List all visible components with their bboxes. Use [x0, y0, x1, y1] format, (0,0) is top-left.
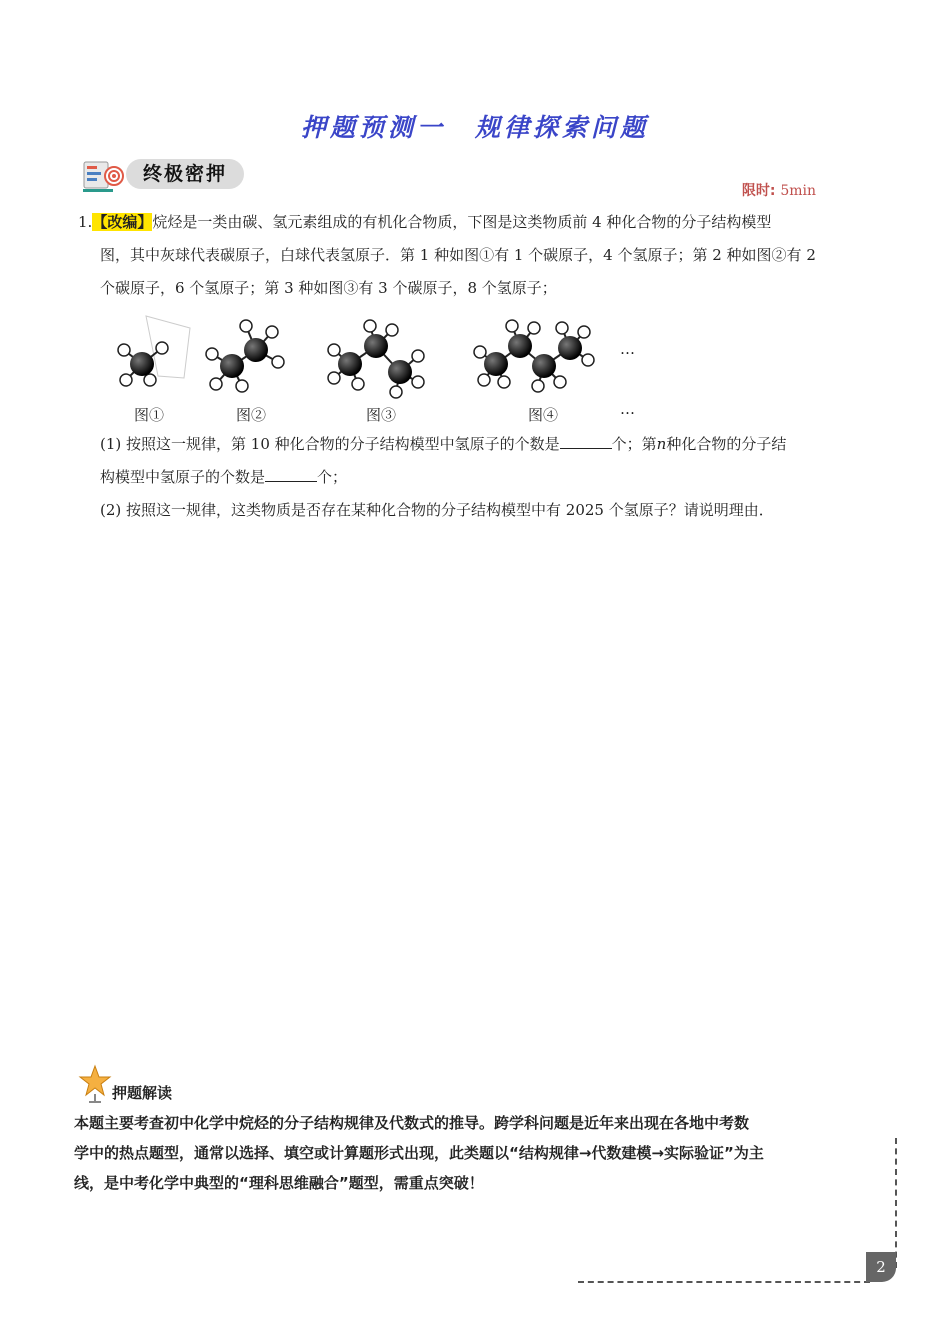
- subq1-var-n: n: [656, 435, 667, 453]
- time-limit-label: 限时:: [741, 183, 776, 199]
- time-limit: [742, 180, 816, 200]
- figure-label-4: 图④: [528, 406, 559, 424]
- dashed-border-vertical: [895, 1138, 897, 1268]
- subq1-text-c: 种化合物的分子结: [666, 435, 787, 453]
- figure-label-2: 图②: [236, 406, 267, 424]
- subquestion-1: [100, 428, 886, 494]
- question-line-3: 个碳原子，6 个氢原子；第 3 种如图③有 3 个碳原子，8 个氢原子；: [100, 279, 557, 297]
- answer-blank-2: [265, 467, 317, 482]
- figure-label-3: 图③: [366, 406, 397, 424]
- banner-label: 终极密押: [126, 159, 244, 189]
- time-limit-value: 5min: [780, 183, 816, 199]
- analysis-body: [74, 1108, 874, 1198]
- question-line-2: 图，其中灰球代表碳原子，白球代表氢原子．第 1 种如图①有 1 个碳原子，4 个氢原子；第 2 种如图②有 2: [100, 246, 816, 264]
- question-line-1: 烷烃是一类由碳、氢元素组成的有机化合物质，下图是这类物质前 4 种化合物的分子结构模型: [152, 213, 772, 231]
- subq1-text-e: 个；: [317, 468, 348, 486]
- page-title: 押题预测一 规律探索问题: [300, 113, 649, 142]
- analysis-line-3: 线，是中考化学中典型的“理科思维融合”题型，需重点突破！: [74, 1174, 484, 1192]
- question-number: 1.: [78, 213, 93, 231]
- ellipsis-top: …: [620, 340, 635, 358]
- star-icon: [78, 1064, 112, 1104]
- subq1-text-b: 个；第: [611, 435, 657, 453]
- question-tag: 【改编】: [92, 213, 153, 231]
- analysis-line-2: 学中的热点题型，通常以选择、填空或计算题形式出现，此类题以“结构规律→代数建模→实际验证”为主: [74, 1144, 764, 1162]
- question-1: [78, 206, 886, 305]
- section-banner: [82, 156, 250, 196]
- molecule-3: [328, 320, 424, 398]
- dashed-border-horizontal: [578, 1281, 870, 1283]
- molecule-4: [474, 320, 594, 392]
- analysis-line-1: 本题主要考查初中化学中烷烃的分子结构规律及代数式的推导。跨学科问题是近年来出现在各地中考数: [74, 1114, 750, 1132]
- molecule-2: [206, 320, 284, 392]
- page-number: 2: [866, 1252, 896, 1282]
- ellipsis-bottom: …: [620, 400, 635, 418]
- molecule-figures: [100, 312, 660, 430]
- subq1-text-a: (1) 按照这一规律，第 10 种化合物的分子结构模型中氢原子的个数是: [100, 435, 560, 453]
- analysis-title: 押题解读: [112, 1084, 173, 1102]
- target-icon: [82, 158, 126, 194]
- answer-blank-1: [560, 434, 612, 449]
- figure-label-1: 图①: [134, 406, 165, 424]
- subq1-text-d: 构模型中氢原子的个数是: [100, 468, 266, 486]
- molecule-1: [118, 316, 190, 386]
- analysis-heading: [78, 1064, 278, 1104]
- subquestion-2: (2) 按照这一规律，这类物质是否存在某种化合物的分子结构模型中有 2025 个氢原子？请说明理由．: [100, 501, 774, 519]
